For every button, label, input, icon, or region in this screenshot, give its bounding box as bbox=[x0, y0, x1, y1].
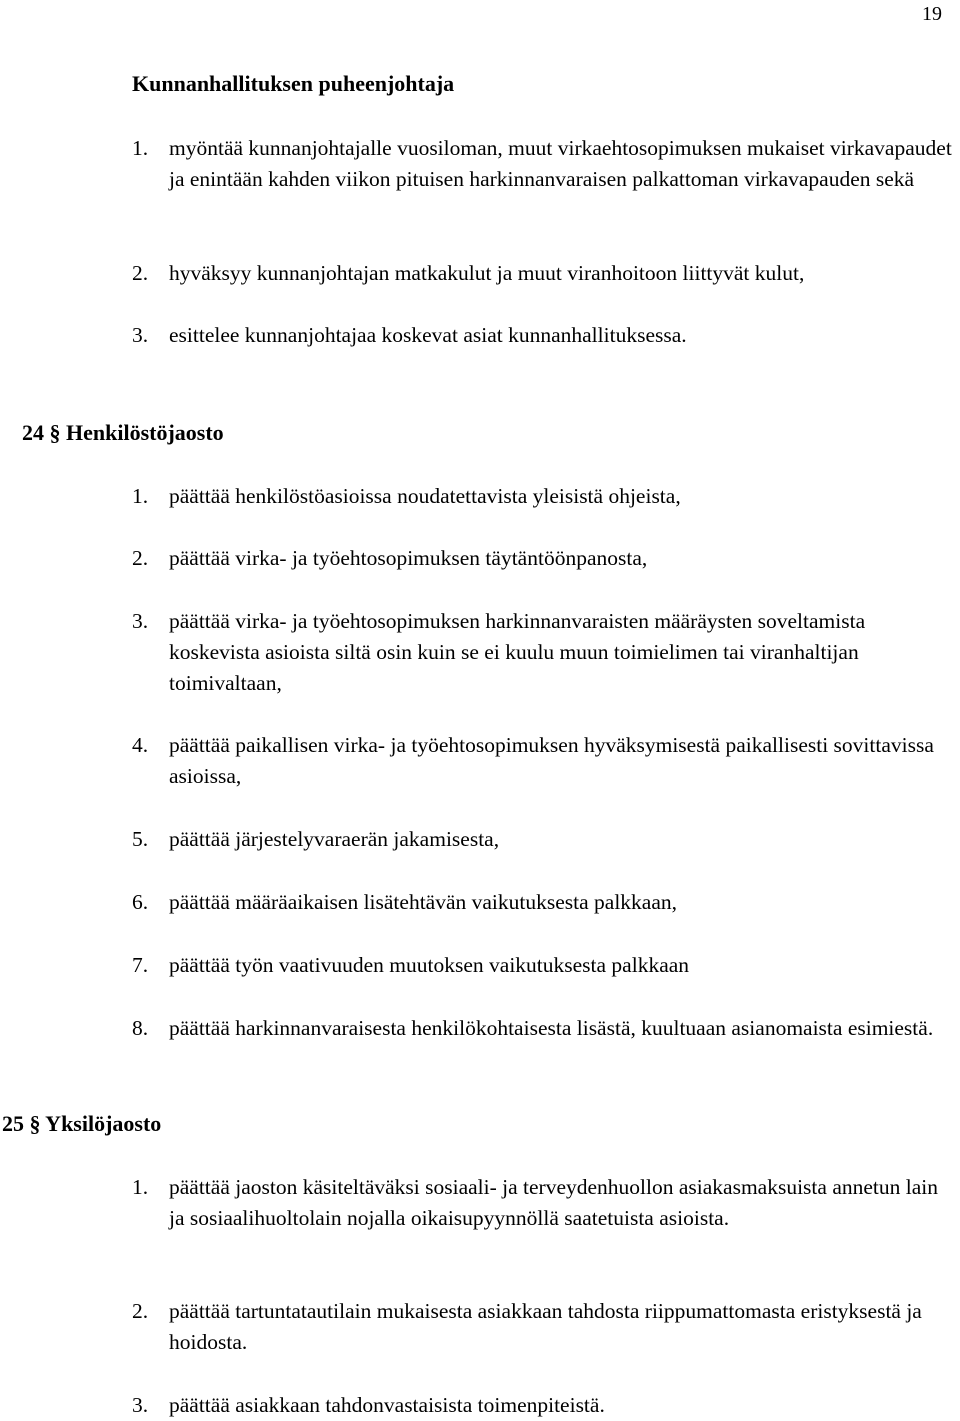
item-text: päättää tartuntatautilain mukaisesta asiakkaan tahdosta riippumattomasta eristyksestä ja hoidosta. bbox=[169, 1299, 922, 1354]
item-text: päättää harkinnanvaraisesta henkilökohtaisesta lisästä, kuultuaan asianomaista esimiestä. bbox=[169, 1016, 934, 1040]
section-heading: 25 § Yksilöjaosto bbox=[2, 1111, 162, 1136]
item-number: 6. bbox=[132, 890, 149, 914]
item-number: 4. bbox=[132, 733, 149, 757]
list-item bbox=[132, 1172, 958, 1234]
list-item bbox=[132, 730, 958, 792]
item-text: päättää henkilöstöasioissa noudatettavista yleisistä ohjeista, bbox=[169, 484, 681, 508]
list-item bbox=[132, 258, 958, 289]
item-number: 3. bbox=[132, 1393, 149, 1417]
item-text: päättää asiakkaan tahdonvastaisista toimenpiteistä. bbox=[169, 1393, 605, 1417]
item-text: päättää järjestelyvaraerän jakamisesta, bbox=[169, 827, 500, 851]
item-text: päättää työn vaativuuden muutoksen vaikutuksesta palkkaan bbox=[169, 953, 690, 977]
section-heading: 24 § Henkilöstöjaosto bbox=[22, 420, 224, 445]
item-text: myöntää kunnanjohtajalle vuosiloman, muut virkaehtosopimuksen mukaiset virkavapaudet ja enintään kahden viikon pituisen harkinnanvaraisen palkattoman virkavapauden sekä bbox=[169, 136, 952, 191]
item-text: päättää jaoston käsiteltäväksi sosiaali- ja terveydenhuollon asiakasmaksuista annetun lain ja sosiaalihuoltolain nojalla oikaisupyynnöllä saatetuista asioista. bbox=[169, 1175, 938, 1230]
item-text: hyväksyy kunnanjohtajan matkakulut ja muut viranhoitoon liittyvät kulut, bbox=[169, 261, 805, 285]
list-item bbox=[132, 481, 958, 512]
item-number: 1. bbox=[132, 484, 149, 508]
item-text: päättää paikallisen virka- ja työehtosopimuksen hyväksymisestä paikallisesti sovittavissa asioissa, bbox=[169, 733, 934, 788]
list-item bbox=[132, 887, 958, 918]
section-heading: Kunnanhallituksen puheenjohtaja bbox=[132, 71, 455, 96]
list-item bbox=[132, 1390, 958, 1421]
item-number: 8. bbox=[132, 1016, 149, 1040]
item-number: 3. bbox=[132, 609, 149, 633]
list-item bbox=[132, 950, 958, 981]
item-number: 2. bbox=[132, 1299, 149, 1323]
item-number: 3. bbox=[132, 323, 149, 347]
item-number: 1. bbox=[132, 1175, 149, 1199]
item-text: päättää virka- ja työehtosopimuksen täytäntöönpanosta, bbox=[169, 546, 648, 570]
list-item bbox=[132, 824, 958, 855]
list-item bbox=[132, 606, 958, 699]
list-item bbox=[132, 133, 958, 195]
item-number: 2. bbox=[132, 261, 149, 285]
list-item bbox=[132, 320, 958, 351]
item-number: 2. bbox=[132, 546, 149, 570]
item-text: esittelee kunnanjohtajaa koskevat asiat kunnanhallituksessa. bbox=[169, 323, 687, 347]
list-item bbox=[132, 1296, 958, 1358]
item-number: 5. bbox=[132, 827, 149, 851]
item-text: päättää määräaikaisen lisätehtävän vaikutuksesta palkkaan, bbox=[169, 890, 678, 914]
item-text: päättää virka- ja työehtosopimuksen harkinnanvaraisten määräysten soveltamista koskevista asioista siltä osin kuin se ei kuulu muun toimielimen tai viranhaltijan toimivaltaan, bbox=[169, 609, 866, 695]
list-item bbox=[132, 1013, 958, 1044]
list-item bbox=[132, 543, 958, 574]
item-number: 1. bbox=[132, 136, 149, 160]
page-number: 19 bbox=[922, 3, 942, 25]
item-number: 7. bbox=[132, 953, 149, 977]
